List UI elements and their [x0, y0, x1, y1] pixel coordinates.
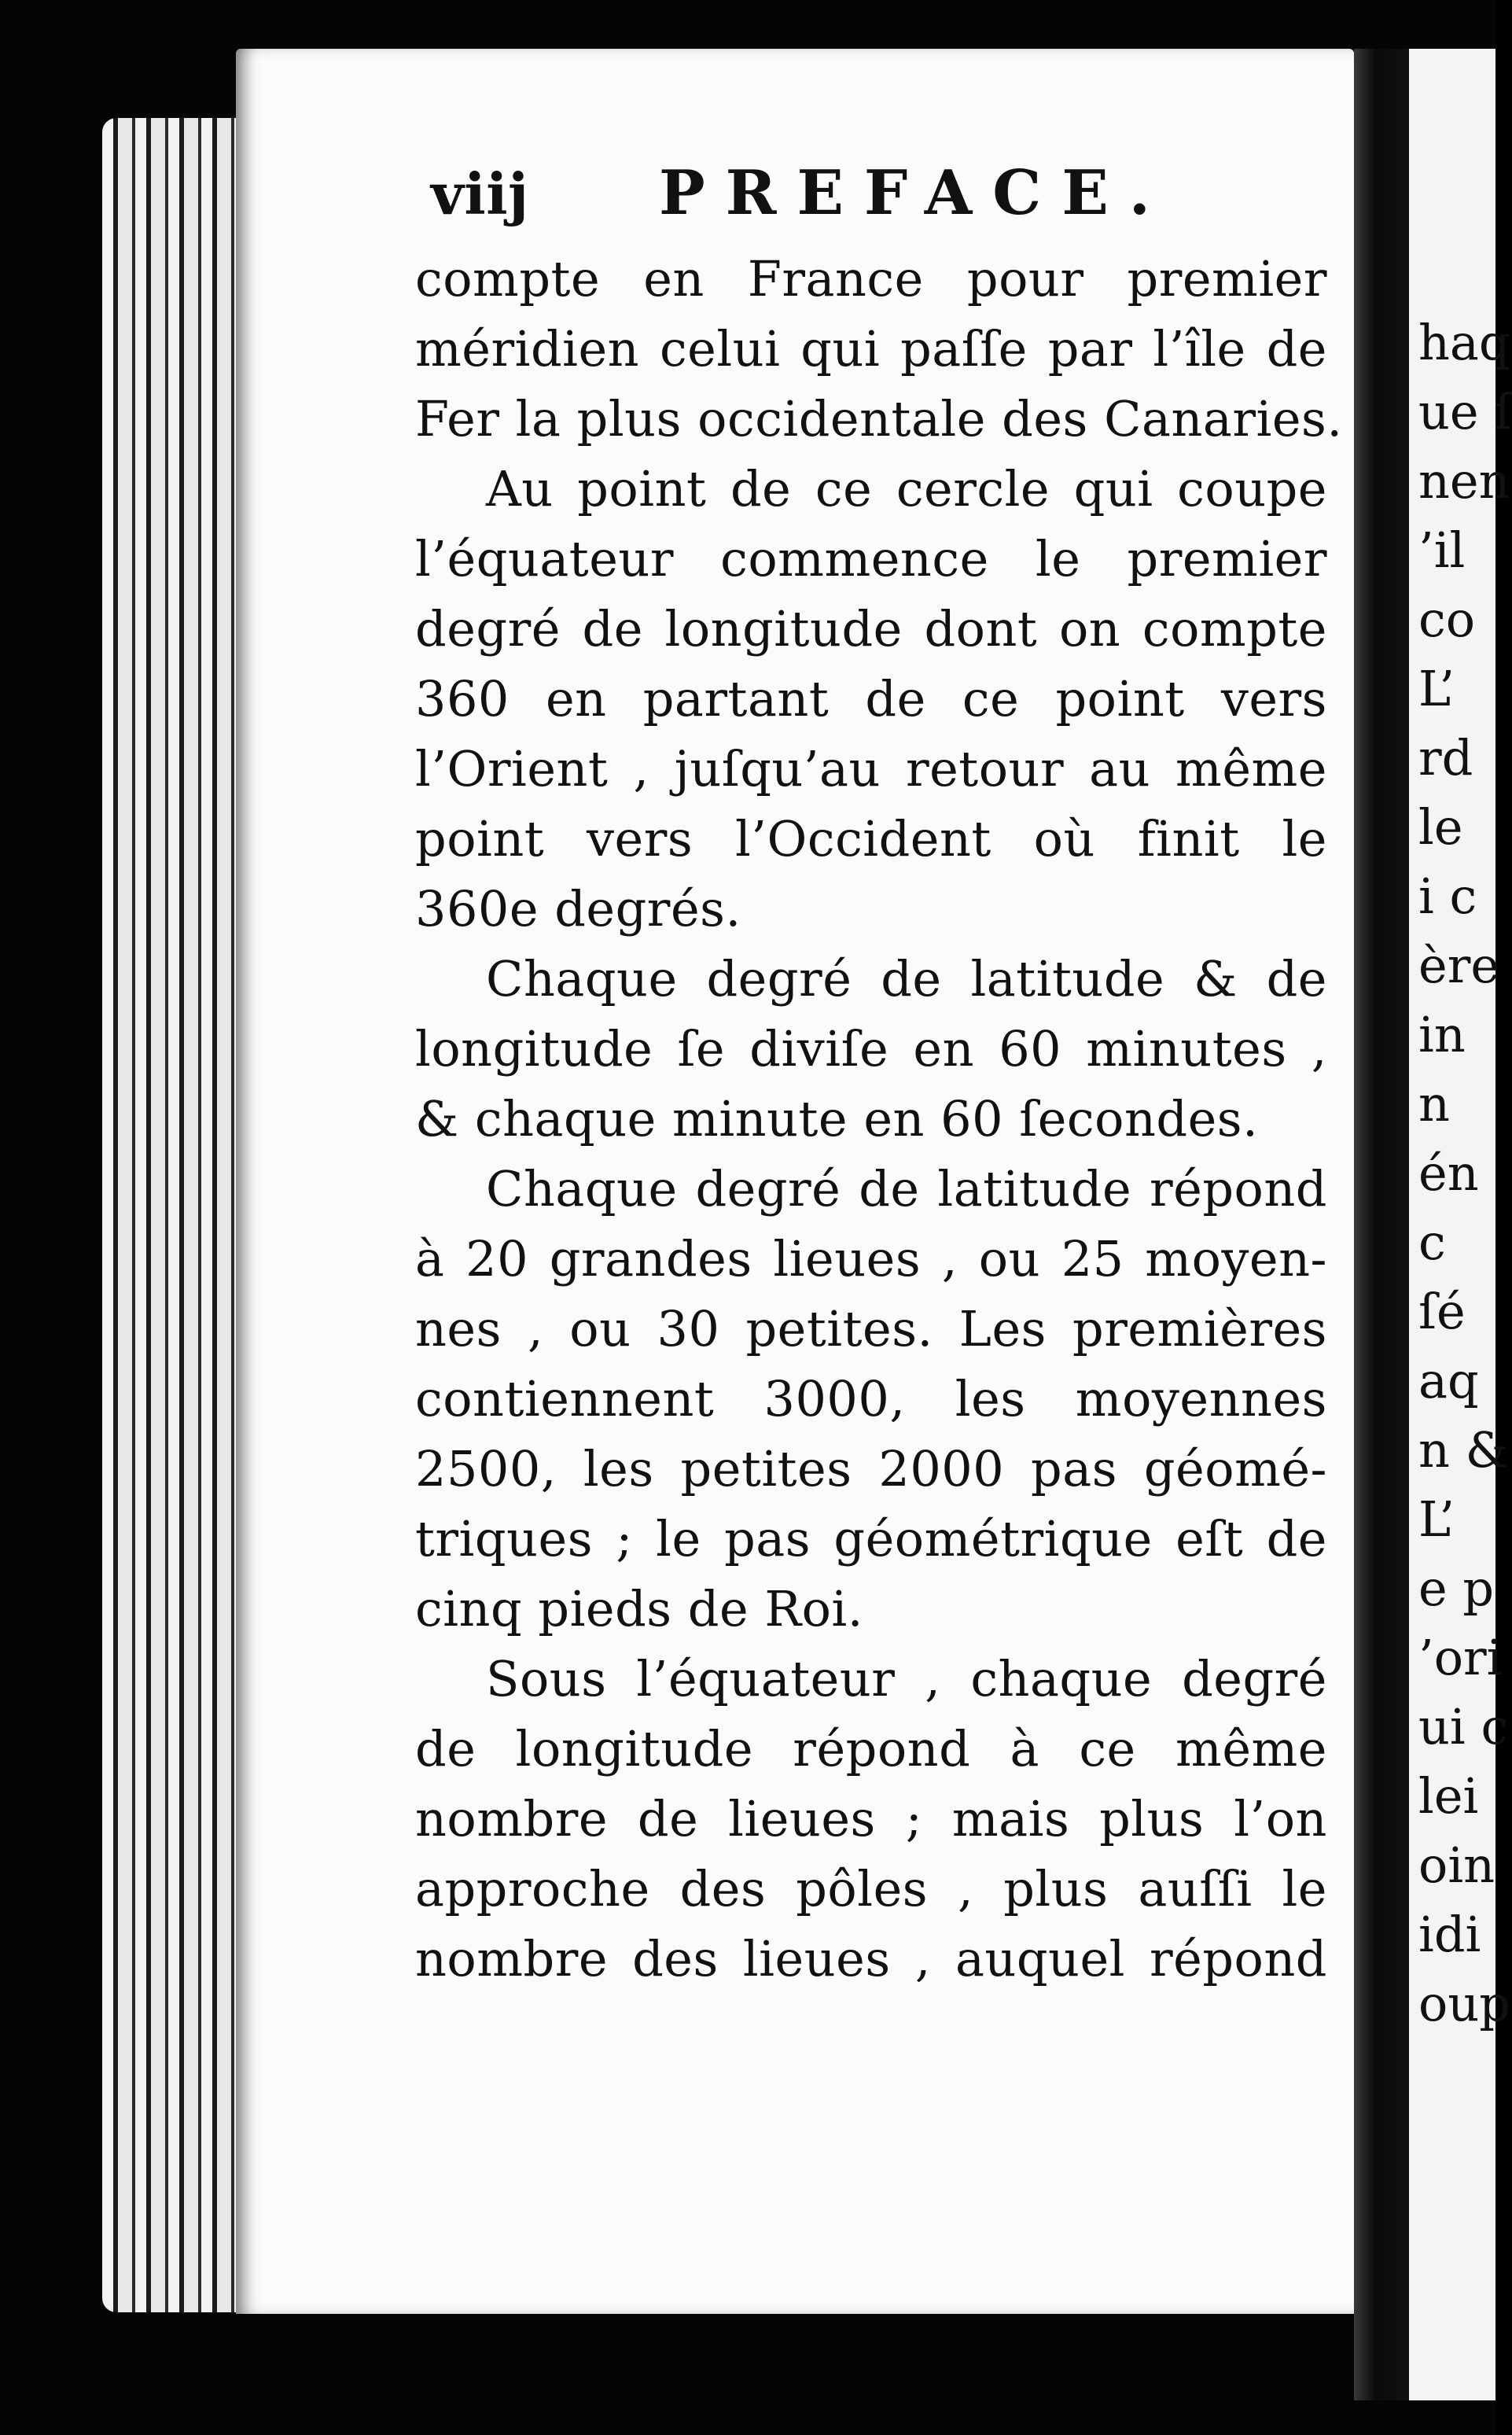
text-line: Fer la plus occidentale des Canaries.	[415, 390, 1343, 448]
text-line: 2500, les petites 2000 pas géomé-	[415, 1440, 1327, 1497]
text-line: & chaque minute en 60 ſecondes.	[415, 1090, 1259, 1148]
text-line: 360e degrés.	[415, 880, 741, 938]
facing-page-fragment: rd	[1418, 729, 1473, 786]
book-gutter	[1354, 49, 1409, 2400]
facing-page-fragment: lei	[1418, 1767, 1479, 1825]
page-title: PREFACE.	[659, 157, 1171, 229]
text-line: nombre des lieues , auquel répond	[415, 1930, 1327, 1987]
text-line: contiennent 3000, les moyennes	[415, 1370, 1327, 1427]
text-line: degré de longitude dont on compte	[415, 600, 1327, 658]
facing-page-fragment: i c	[1418, 868, 1477, 925]
facing-page-fragment: idi	[1418, 1906, 1481, 1963]
text-line: méridien celui qui paſſe par l’île de	[415, 320, 1327, 378]
facing-page-fragment: ue ſ	[1418, 383, 1512, 440]
facing-page-fragment: haq	[1418, 314, 1510, 371]
facing-page-fragment: én	[1418, 1144, 1479, 1202]
text-line: de longitude répond à ce même	[415, 1720, 1327, 1777]
text-line: nes , ou 30 petites. Les premières	[415, 1300, 1327, 1357]
facing-page-fragment: co	[1418, 591, 1476, 648]
text-line: cinq pieds de Roi.	[415, 1580, 863, 1637]
body-text	[415, 244, 1343, 1994]
facing-page-fragment: e p	[1418, 1560, 1495, 1617]
text-line: Chaque degré de latitude & de	[486, 950, 1327, 1008]
facing-page-fragment: L’	[1418, 660, 1455, 717]
text-line: Au point de ce cercle qui coupe	[486, 460, 1327, 518]
text-line: triques ; le pas géométrique eſt de	[415, 1510, 1327, 1567]
text-line: point vers l’Occident où finit le	[415, 810, 1327, 868]
page-number: viij	[431, 160, 529, 227]
facing-page-fragment: le	[1418, 798, 1463, 856]
text-line: Sous l’équateur , chaque degré	[486, 1650, 1327, 1707]
text-line: compte en France pour premier	[415, 250, 1327, 308]
text-line: l’équateur commence le premier	[415, 530, 1327, 588]
facing-page-fragment: ’il	[1418, 521, 1466, 579]
facing-page-fragment: aq	[1418, 1352, 1479, 1409]
facing-page-fragment: oup	[1418, 1975, 1510, 2032]
text-line: longitude ſe diviſe en 60 minutes ,	[415, 1020, 1327, 1078]
facing-page-fragment: ſé	[1418, 1283, 1466, 1340]
text-line: Chaque degré de latitude répond	[486, 1160, 1327, 1218]
facing-page-fragment: ui c	[1418, 1698, 1509, 1755]
facing-page-fragment: L’	[1418, 1490, 1455, 1548]
facing-page	[1409, 49, 1512, 2400]
facing-page-fragment: oin	[1418, 1836, 1495, 1894]
page-text-block	[415, 157, 1343, 1994]
facing-page-text	[1409, 49, 1512, 2039]
text-line: l’Orient , juſqu’au retour au même	[415, 740, 1327, 798]
book-page-edges	[102, 118, 252, 2312]
text-line: approche des pôles , plus auſſi le	[415, 1860, 1327, 1917]
facing-page-fragment: ère	[1418, 937, 1500, 994]
facing-page-fragment: nen	[1418, 452, 1510, 510]
facing-page-fragment: c	[1418, 1214, 1446, 1271]
running-head	[431, 157, 1343, 244]
text-line: à 20 grandes lieues , ou 25 moyen-	[415, 1230, 1327, 1287]
facing-page-fragment: in	[1418, 1006, 1466, 1063]
text-line: 360 en partant de ce point vers	[415, 670, 1327, 728]
facing-page-fragment: n &	[1418, 1421, 1509, 1479]
text-line: nombre de lieues ; mais plus l’on	[415, 1790, 1327, 1847]
facing-page-fragment: ’ori	[1418, 1629, 1503, 1686]
facing-page-fragment: n	[1418, 1075, 1450, 1133]
